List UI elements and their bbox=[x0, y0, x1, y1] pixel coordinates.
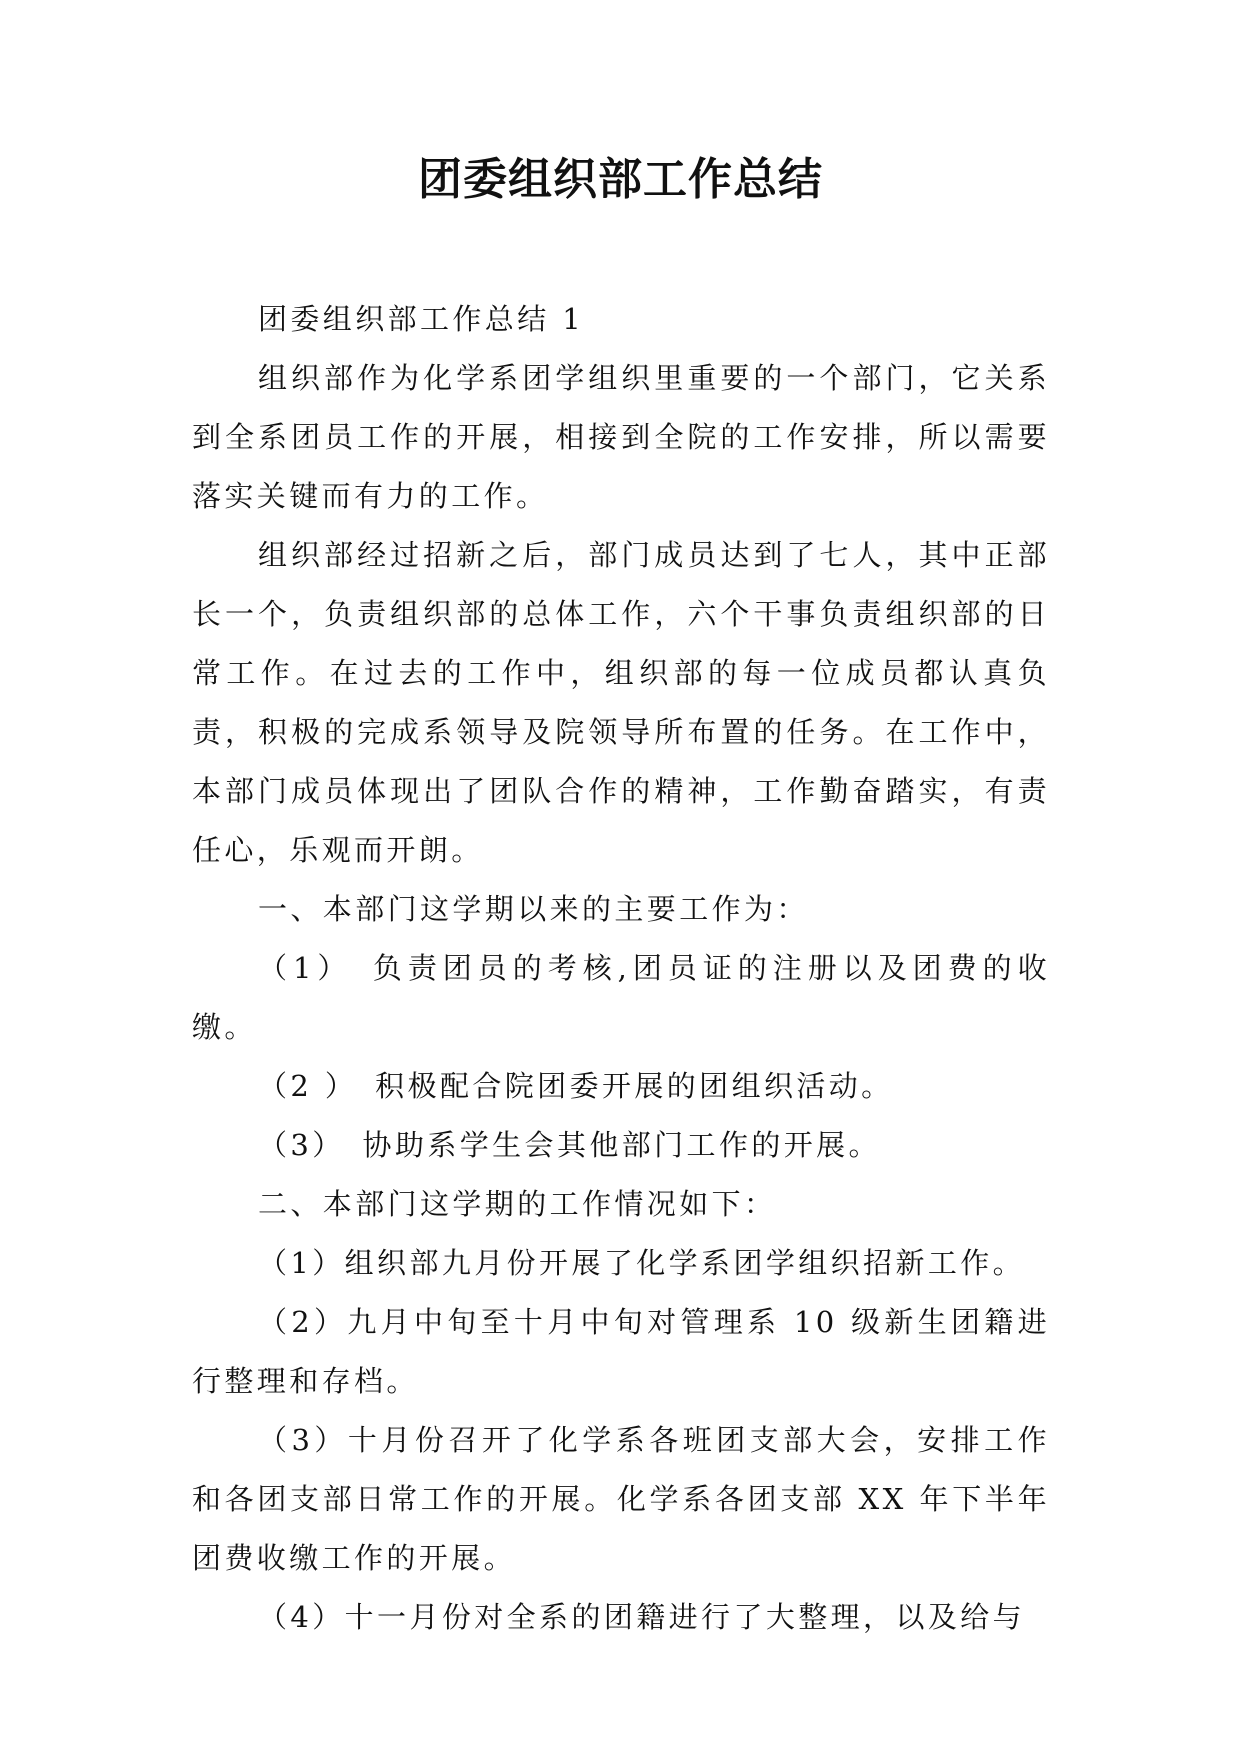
list-item-main-work-2: （2 ） 积极配合院团委开展的团组织活动。 bbox=[258, 1069, 894, 1103]
list-item-main-work-3: （3） 协助系学生会其他部门工作的开展。 bbox=[258, 1128, 881, 1162]
document-body bbox=[192, 290, 1050, 1647]
paragraph-intro: 组织部作为化学系团学组织里重要的一个部门，它关系到全系团员工作的开展，相接到全院的工作安排，所以需要落实关键而有力的工作。 bbox=[192, 361, 1050, 513]
section-heading: 团委组织部工作总结 1 bbox=[258, 302, 585, 336]
list-item-work-status-1: （1）组织部九月份开展了化学系团学组织招新工作。 bbox=[258, 1246, 1026, 1280]
document-title: 团委组织部工作总结 bbox=[418, 154, 823, 205]
paragraph-main-work-heading: 一、本部门这学期以来的主要工作为： bbox=[258, 892, 809, 926]
list-item-work-status-4: （4）十一月份对全系的团籍进行了大整理，以及给与 bbox=[258, 1600, 1026, 1634]
list-item-work-status-3: （3）十月份召开了化学系各班团支部大会，安排工作和各团支部日常工作的开展。化学系各团支部 XX 年下半年团费收缴工作的开展。 bbox=[192, 1423, 1050, 1575]
paragraph-work-status-heading: 二、本部门这学期的工作情况如下： bbox=[258, 1187, 777, 1221]
list-item-work-status-2: （2）九月中旬至十月中旬对管理系 10 级新生团籍进行整理和存档。 bbox=[192, 1305, 1050, 1398]
list-item-main-work-1: （1） 负责团员的考核,团员证的注册以及团费的收缴。 bbox=[192, 951, 1050, 1044]
paragraph-members: 组织部经过招新之后，部门成员达到了七人，其中正部长一个，负责组织部的总体工作，六个干事负责组织部的日常工作。在过去的工作中，组织部的每一位成员都认真负责，积极的完成系领导及院领导所布置的任务。在工作中，本部门成员体现出了团队合作的精神，工作勤奋踏实，有责任心，乐观而开朗。 bbox=[192, 538, 1050, 867]
